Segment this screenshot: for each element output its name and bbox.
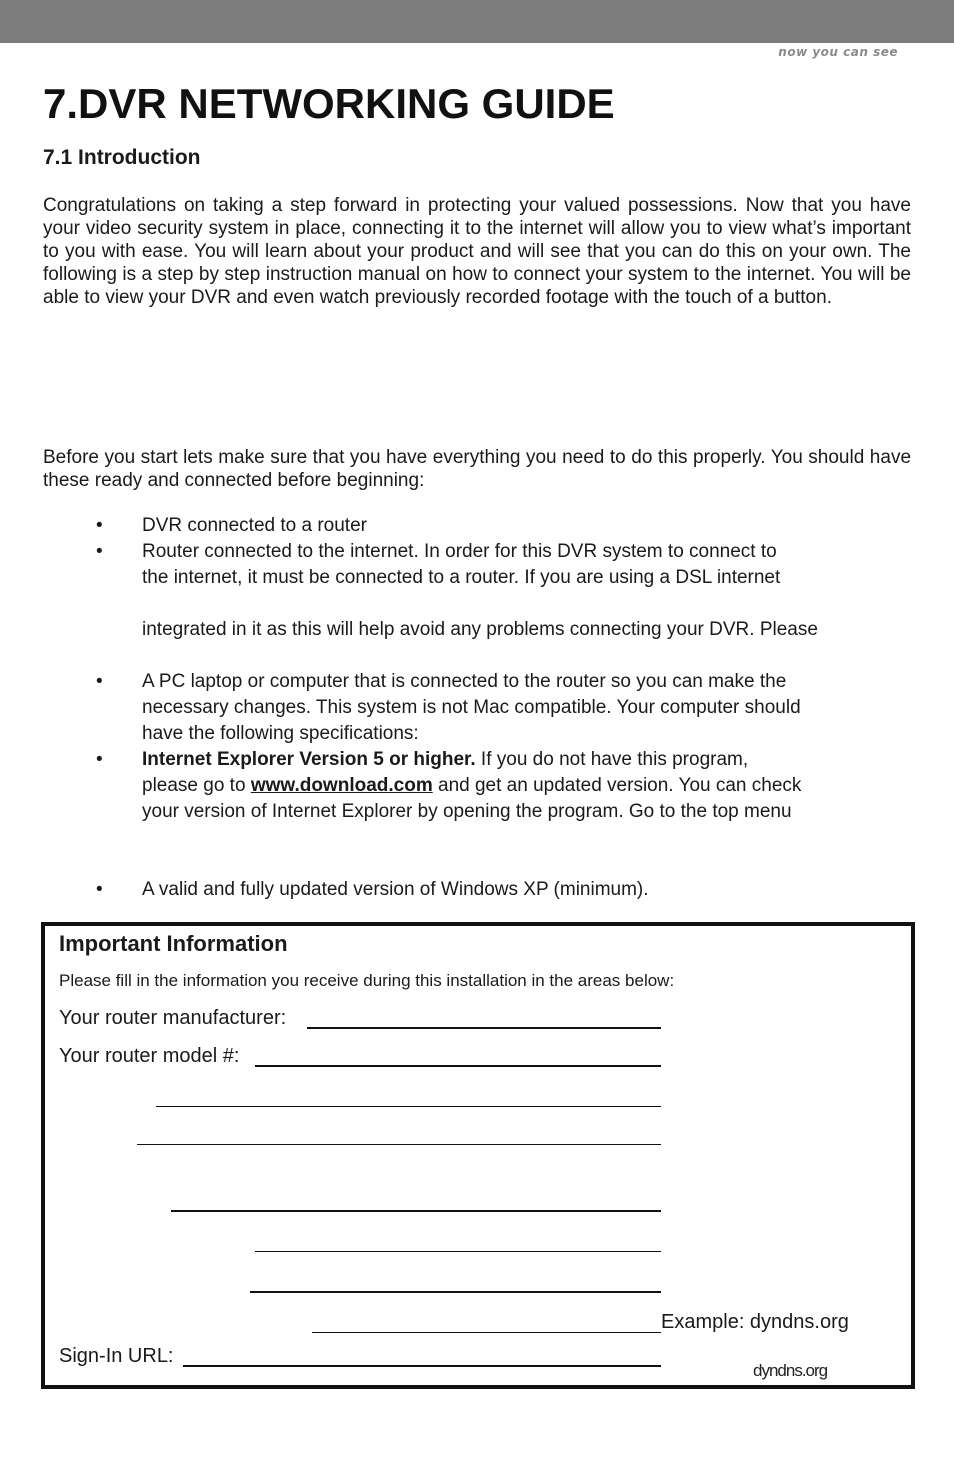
list-item-line: have the following specifications:: [142, 723, 419, 744]
header-bar: [0, 0, 954, 43]
list-item-line: please go to www.download.com and get an updated version. You can check: [142, 775, 802, 796]
dyndns-logo: dyndns.org: [753, 1361, 828, 1380]
signin-url-label: Sign-In URL:: [59, 1345, 174, 1367]
info-box-instructions: Please fill in the information you receive during this installation in the areas below:: [59, 971, 675, 990]
router-manufacturer-field[interactable]: [307, 1027, 661, 1029]
list-item-line: the internet, it must be connected to a router. If you are using a DSL internet: [142, 567, 781, 588]
blank-field[interactable]: [250, 1291, 661, 1293]
signin-url-field[interactable]: [183, 1365, 661, 1367]
blank-field[interactable]: [137, 1144, 661, 1145]
list-item: Internet Explorer Version 5 or higher. If you do not have this program,: [142, 749, 749, 770]
blank-field[interactable]: [255, 1251, 661, 1252]
blank-field[interactable]: [171, 1210, 661, 1212]
bullet-marker: •: [96, 671, 103, 692]
list-item-line: integrated in it as this will help avoid any problems connecting your DVR. Please: [142, 619, 818, 640]
bullet-marker: •: [96, 749, 103, 770]
list-item: A valid and fully updated version of Windows XP (minimum).: [142, 879, 649, 900]
blank-field[interactable]: [156, 1106, 661, 1107]
router-model-label: Your router model #:: [59, 1045, 240, 1067]
requirements-paragraph: Before you start lets make sure that you have everything you need to do this properly. You should have these ready and connected before beginning:: [43, 447, 912, 491]
important-information-box: [41, 922, 915, 1389]
ie-requirement: Internet Explorer Version 5 or higher.: [142, 749, 476, 770]
intro-paragraph: Congratulations on taking a step forward in protecting your valued possessions. Now that you have your video security system in place, connecting it to the internet will allow you to view what’s important to you with ease. You will learn about your product and will see that you can do this on your own. The following is a step by step instruction manual on how to connect your system to the internet. You will be able to view your DVR and even watch previously recorded footage with the touch of a button.: [43, 195, 912, 308]
bullet-marker: •: [96, 541, 103, 562]
list-item: DVR connected to a router: [142, 515, 367, 536]
brand-tagline: now you can see: [778, 45, 898, 59]
info-box-title: Important Information: [59, 931, 288, 956]
list-item-line: necessary changes. This system is not Mac compatible. Your computer should: [142, 697, 801, 718]
list-item-line: your version of Internet Explorer by opening the program. Go to the top menu: [142, 801, 792, 822]
router-manufacturer-label: Your router manufacturer:: [59, 1007, 287, 1029]
bullet-marker: •: [96, 879, 103, 900]
page-title: 7.DVR NETWORKING GUIDE: [43, 80, 615, 127]
list-item: Router connected to the internet. In order for this DVR system to connect to: [142, 541, 777, 562]
example-text: Example: dyndns.org: [661, 1311, 849, 1333]
download-link[interactable]: www.download.com: [250, 775, 433, 796]
bullet-marker: •: [96, 515, 103, 536]
blank-field[interactable]: [312, 1332, 661, 1333]
section-heading: 7.1 Introduction: [43, 146, 201, 169]
router-model-field[interactable]: [255, 1065, 661, 1067]
list-item: A PC laptop or computer that is connected to the router so you can make the: [142, 671, 787, 692]
